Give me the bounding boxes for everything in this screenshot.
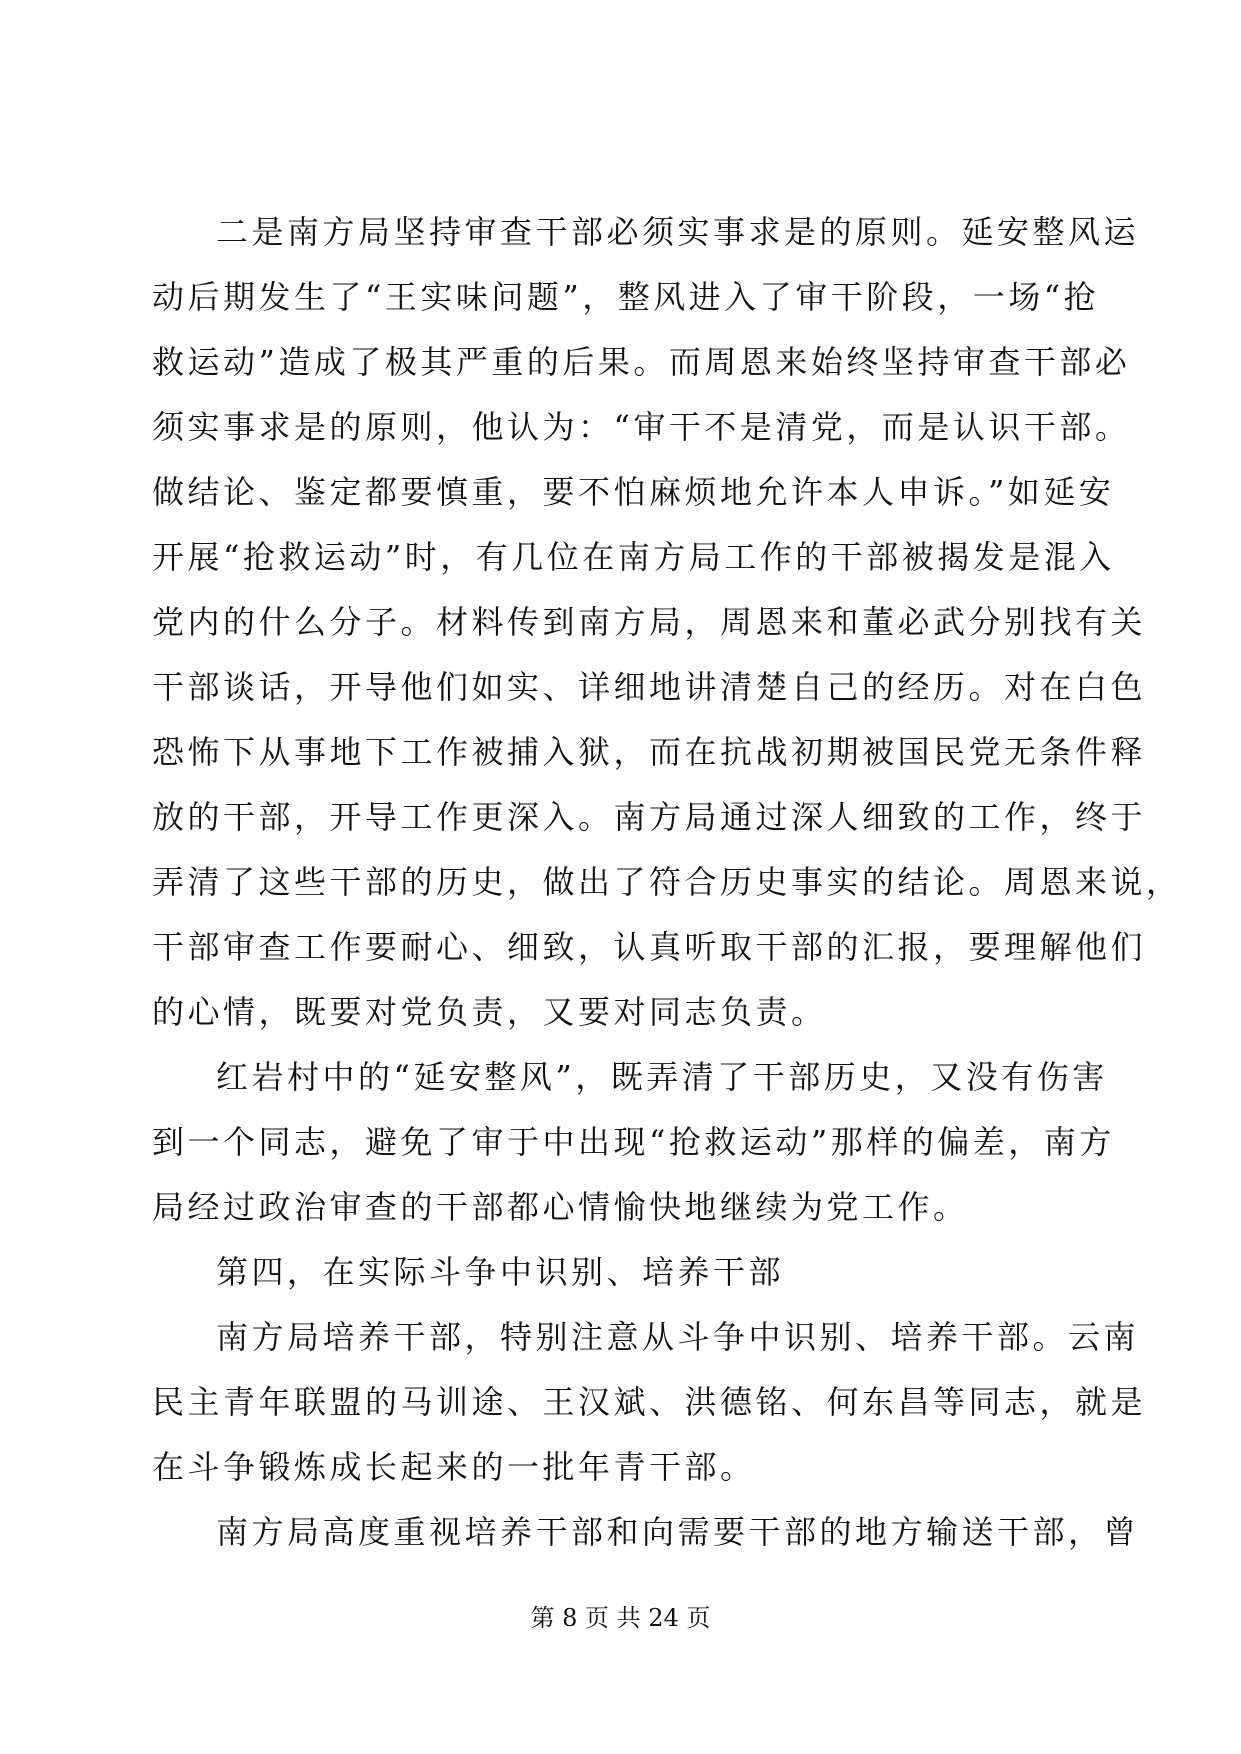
page-footer: 第 8 页 共 24 页: [530, 1604, 711, 1632]
text-line: 到一个同志，避免了审于中出现“抢救运动”那样的偏差，南方: [152, 1123, 1115, 1161]
text-line: 干部谈话，开导他们如实、详细地讲清楚自己的经历。对在白色: [152, 668, 1147, 706]
text-line: 红岩村中的“延安整风”，既弄清了干部历史，又没有伤害: [216, 1058, 1108, 1096]
text-line: 的心情，既要对党负责，又要对同志负责。: [152, 993, 827, 1031]
text-line: 须实事求是的原则，他认为：“审干不是清党，而是认识干部。: [152, 408, 1131, 446]
text-line: 南方局高度重视培养干部和向需要干部的地方输送干部，曾: [216, 1513, 1140, 1551]
text-line: 恐怖下从事地下工作被捕入狱，而在抗战初期被国民党无条件释: [152, 733, 1147, 771]
text-line: 弄清了这些干部的历史，做出了符合历史事实的结论。周恩来说，: [152, 863, 1182, 901]
text-line: 民主青年联盟的马训途、王汉斌、洪德铭、何东昌等同志，就是: [152, 1383, 1147, 1421]
text-line: 局经过政治审查的干部都心情愉快地继续为党工作。: [152, 1188, 969, 1226]
text-line: 党内的什么分子。材料传到南方局，周恩来和董必武分别找有关: [152, 603, 1147, 641]
text-line: 南方局培养干部，特别注意从斗争中识别、培养干部。云南: [216, 1318, 1140, 1356]
text-line: 救运动”造成了极其严重的后果。而周恩来始终坚持审查干部必: [152, 343, 1131, 381]
text-line: 在斗争锻炼成长起来的一批年青干部。: [152, 1448, 756, 1486]
text-line: 第四，在实际斗争中识别、培养干部: [216, 1253, 785, 1291]
document-body: [152, 200, 1182, 1565]
text-line: 二是南方局坚持审查干部必须实事求是的原则。延安整风运: [216, 213, 1140, 251]
text-line: 开展“抢救运动”时，有几位在南方局工作的干部被揭发是混入: [152, 538, 1115, 576]
text-line: 做结论、鉴定都要慎重，要不怕麻烦地允许本人申诉。”如延安: [152, 473, 1115, 511]
text-line: 干部审查工作要耐心、细致，认真听取干部的汇报，要理解他们: [152, 928, 1147, 966]
text-line: 放的干部，开导工作更深入。南方局通过深人细致的工作，终于: [152, 798, 1147, 836]
text-line: 动后期发生了“王实味问题”，整风进入了审干阶段，一场“抢: [152, 278, 1100, 316]
